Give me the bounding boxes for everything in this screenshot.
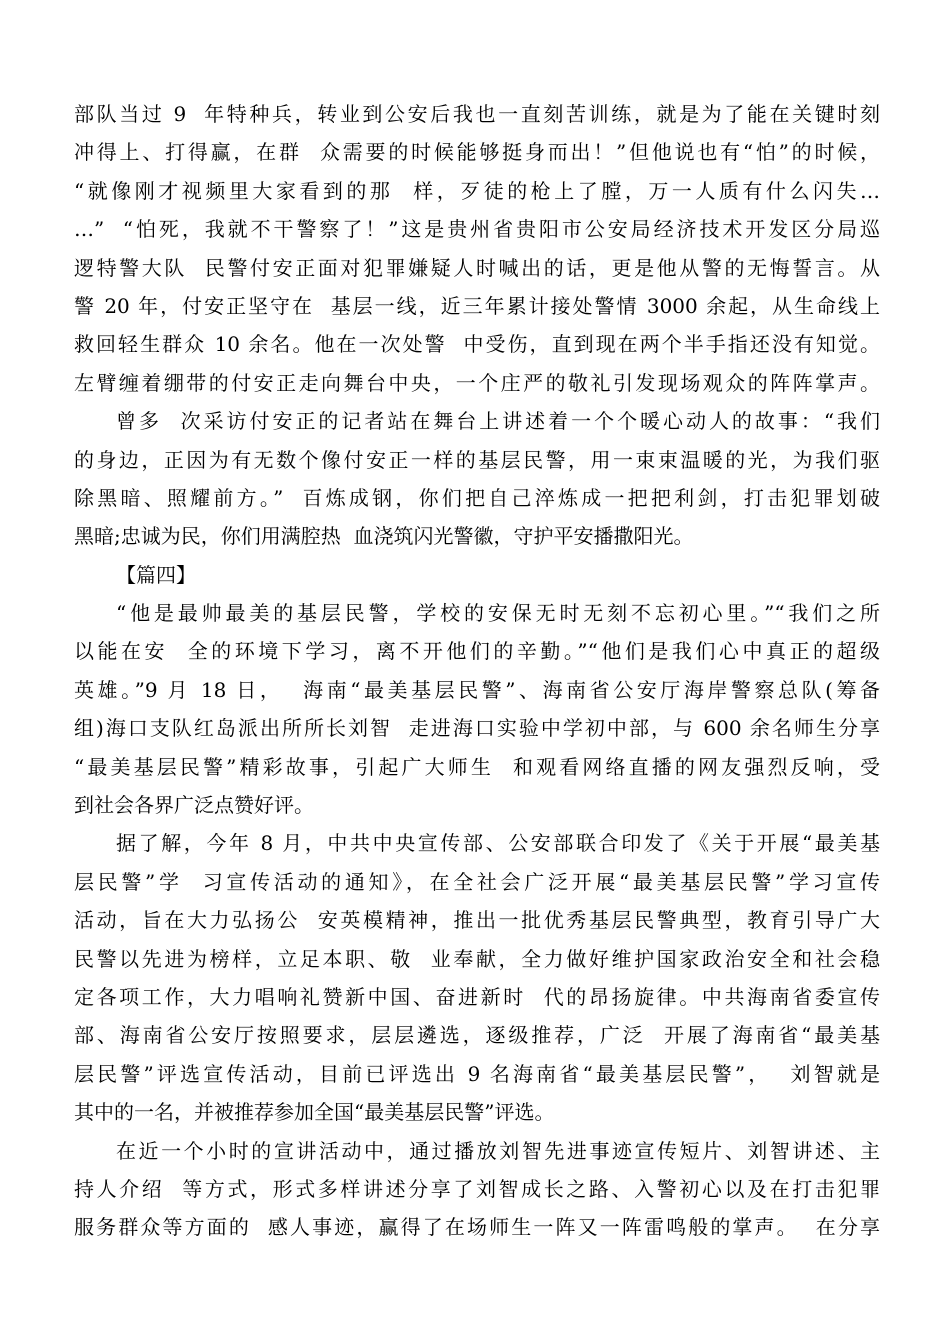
text-line: “最美基层民警”精彩故事，引起广大师生 和观看网络直播的网友强烈反响，受 [74,754,880,779]
text-line: “就像刚才视频里大家看到的那 样，歹徒的枪上了膛，万一人质有什么闪失… [74,178,880,203]
text-line: 到社会各界广泛点赞好评。 [74,793,314,818]
text-line: 以能在安 全的环境下学习，离不开他们的辛勤。”“他们是我们心中真正的超级 [74,639,880,664]
paragraph [74,594,880,824]
text-line: 警 20 年，付安正坚守在 基层一线，近三年累计接处警情 3000 余起，从生命线上 [74,293,880,318]
text-line: 其中的一名，并被推荐参加全国“最美基层民警”评选。 [74,1100,555,1125]
text-line: 组)海口支队红岛派出所所长刘智 走进海口实验中学初中部，与 600 余名师生分享 [74,716,880,741]
text-line: 除黑暗、照耀前方。” 百炼成钢，你们把自己淬炼成一把把利剑，打击犯罪划破 [74,485,880,510]
text-line: 层民警”评选宣传活动，目前已评选出 9 名海南省“最美基层民警”， 刘智就是 [74,1061,880,1086]
text-line: 曾多 次采访付安正的记者站在舞台上讲述着一个个暖心动人的故事：“我们 [116,409,880,434]
text-line: 活动，旨在大力弘扬公 安英模精神，推出一批优秀基层民警典型，教育引导广大 [74,908,880,933]
section-heading [74,556,880,594]
paragraph [74,1132,880,1247]
text-line: 在近一个小时的宣讲活动中，通过播放刘智先进事迹宣传短片、刘智讲述、主 [116,1138,880,1163]
document-body [74,95,880,1247]
text-line: …” “怕死，我就不干警察了！”这是贵州省贵阳市公安局经济技术开发区分局巡 [74,217,880,242]
text-line: 救回轻生群众 10 余名。他在一次处警 中受伤，直到现在两个半手指还没有知觉。 [74,332,880,357]
text-line: 定各项工作，大力唱响礼赞新中国、奋进新时 代的昂扬旋律。中共海南省委宣传 [74,984,880,1009]
paragraph [74,824,880,1131]
text-line: 部、海南省公安厅按照要求，层层遴选，逐级推荐，广泛 开展了海南省“最美基 [74,1023,880,1048]
section-heading-text: 【篇四】 [116,562,196,587]
paragraph [74,402,880,556]
text-line: 层民警”学 习宣传活动的通知》，在全社会广泛开展“最美基层民警”学习宣传 [74,869,880,894]
text-line: 部队当过 9 年特种兵，转业到公安后我也一直刻苦训练，就是为了能在关键时刻 [74,102,880,126]
text-line: 民警以先进为榜样，立足本职、敬 业奉献，全力做好维护国家政治安全和社会稳 [74,946,880,971]
text-line: 英雄。”9 月 18 日， 海南“最美基层民警”、海南省公安厅海岸警察总队(筹备 [74,677,880,702]
text-line: 持人介绍 等方式，形式多样讲述分享了刘智成长之路、入警初心以及在打击犯罪 [74,1176,880,1201]
text-line: 据了解，今年 8 月，中共中央宣传部、公安部联合印发了《关于开展“最美基 [116,831,880,856]
text-line: “他是最帅最美的基层民警，学校的安保无时无刻不忘初心里。”“我们之所 [116,601,880,626]
text-line: 左臂缠着绷带的付安正走向舞台中央，一个庄严的敬礼引发现场观众的阵阵掌声。 [74,370,880,395]
text-line: 冲得上、打得赢，在群 众需要的时候能够挺身而出！”但他说也有“怕”的时候， [74,140,880,165]
text-line: 的身边，正因为有无数个像付安正一样的基层民警，用一束束温暖的光，为我们驱 [74,447,880,472]
text-line: 逻特警大队 民警付安正面对犯罪嫌疑人时喊出的话，更是他从警的无悔誓言。从 [74,255,880,280]
text-line: 黑暗;忠诚为民，你们用满腔热 血浇筑闪光警徽，守护平安播撒阳光。 [74,524,694,549]
paragraph [74,95,880,402]
text-line: 服务群众等方面的 感人事迹，赢得了在场师生一阵又一阵雷鸣般的掌声。 在分享 [74,1215,880,1240]
